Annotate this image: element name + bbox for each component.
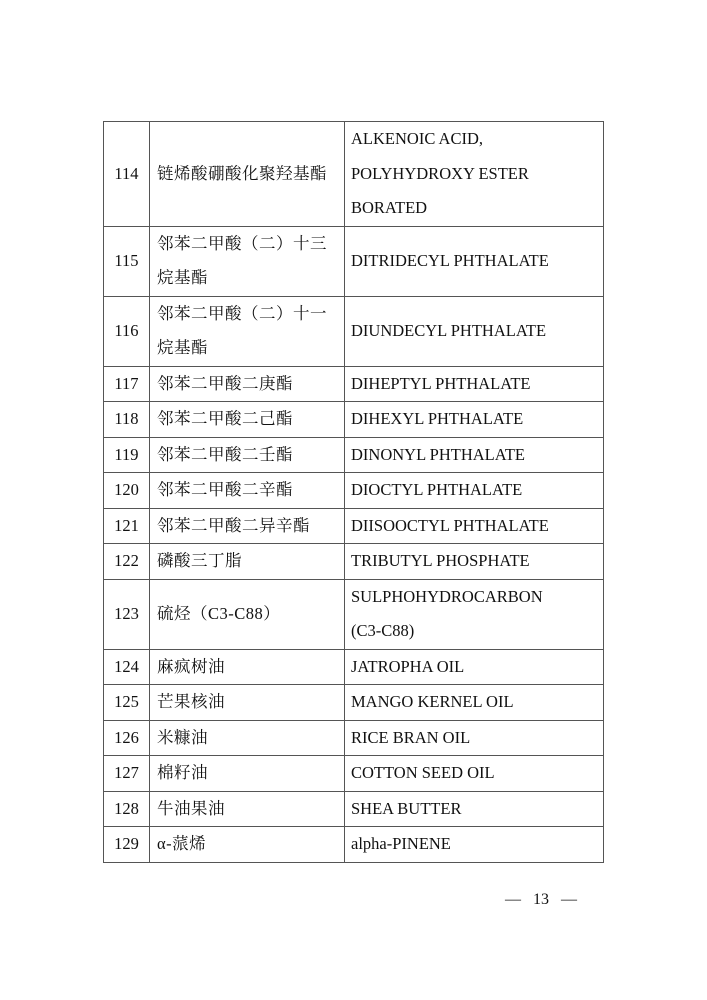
english-name-cell	[345, 544, 604, 580]
row-number: 119	[104, 437, 150, 473]
chinese-name-line: 牛油果油	[157, 798, 225, 818]
english-name-line: DIHEXYL PHTHALATE	[351, 409, 524, 428]
english-name-cell	[345, 366, 604, 402]
english-name-cell	[345, 402, 604, 438]
row-number: 125	[104, 685, 150, 721]
row-number: 121	[104, 508, 150, 544]
chinese-name-line: 烷基酯	[157, 268, 208, 287]
english-name-cell	[345, 649, 604, 685]
chinese-name-cell	[150, 720, 345, 756]
row-number: 129	[104, 827, 150, 863]
footer-dash-right: —	[561, 891, 577, 908]
english-name-cell	[345, 756, 604, 792]
substance-table-body	[104, 122, 604, 863]
chinese-name-cell	[150, 402, 345, 438]
table-row	[104, 649, 604, 685]
chinese-name-line: 芒果核油	[157, 692, 225, 711]
chinese-name-line: 烷基酯	[157, 338, 208, 357]
english-name-line: POLYHYDROXY ESTER	[351, 163, 529, 183]
chinese-name-line: 邻苯二甲酸二庚酯	[157, 373, 293, 393]
table-row	[104, 296, 604, 366]
english-name-line: DITRIDECYL PHTHALATE	[351, 250, 549, 270]
table-row	[104, 508, 604, 544]
chinese-name-cell	[150, 579, 345, 649]
chinese-name-cell	[150, 296, 345, 366]
chinese-name-cell	[150, 827, 345, 863]
substance-table	[103, 121, 604, 863]
table-row	[104, 827, 604, 863]
chinese-name-cell	[150, 649, 345, 685]
chinese-name-cell	[150, 685, 345, 721]
english-name-cell	[345, 296, 604, 366]
chinese-name-cell	[150, 544, 345, 580]
chinese-name-line: 邻苯二甲酸二己酯	[157, 409, 293, 428]
chinese-name-line: 邻苯二甲酸（二）十三	[157, 233, 327, 253]
english-name-cell	[345, 827, 604, 863]
english-name-line: (C3-C88)	[351, 621, 415, 640]
english-name-line: ALKENOIC ACID,	[351, 129, 483, 148]
chinese-name-line: 米糠油	[157, 727, 208, 747]
table-row	[104, 402, 604, 438]
row-number: 117	[104, 366, 150, 402]
row-number: 122	[104, 544, 150, 580]
row-number: 115	[104, 226, 150, 296]
english-name-line: JATROPHA OIL	[351, 656, 465, 676]
english-name-line: DINONYL PHTHALATE	[351, 444, 525, 464]
table-row	[104, 544, 604, 580]
english-name-line: alpha-PINENE	[351, 834, 451, 853]
table-row	[104, 122, 604, 227]
table-row	[104, 366, 604, 402]
table-row	[104, 437, 604, 473]
table-row	[104, 791, 604, 827]
english-name-line: DIUNDECYL PHTHALATE	[351, 320, 547, 340]
table-row	[104, 685, 604, 721]
row-number: 123	[104, 579, 150, 649]
chinese-name-line: 邻苯二甲酸（二）十一	[157, 303, 327, 323]
chinese-name-line: 棉籽油	[157, 763, 208, 782]
english-name-cell	[345, 791, 604, 827]
row-number: 127	[104, 756, 150, 792]
chinese-name-cell	[150, 473, 345, 509]
table-row	[104, 756, 604, 792]
chinese-name-cell	[150, 437, 345, 473]
english-name-line: RICE BRAN OIL	[351, 727, 471, 747]
english-name-cell	[345, 720, 604, 756]
chinese-name-cell	[150, 791, 345, 827]
row-number: 126	[104, 720, 150, 756]
english-name-line: DIHEPTYL PHTHALATE	[351, 373, 531, 393]
chinese-name-line: 邻苯二甲酸二辛酯	[157, 480, 293, 499]
page-number: 13	[533, 891, 549, 908]
english-name-line: DIOCTYL PHTHALATE	[351, 480, 523, 499]
chinese-name-cell	[150, 756, 345, 792]
chinese-name-line: 硫烃（C3-C88）	[157, 603, 281, 623]
row-number: 114	[104, 122, 150, 227]
english-name-cell	[345, 473, 604, 509]
english-name-line: SHEA BUTTER	[351, 798, 462, 818]
row-number: 128	[104, 791, 150, 827]
english-name-line: TRIBUTYL PHOSPHATE	[351, 551, 530, 570]
english-name-cell	[345, 122, 604, 227]
english-name-line: MANGO KERNEL OIL	[351, 692, 514, 711]
chinese-name-line: 邻苯二甲酸二壬酯	[157, 444, 293, 464]
row-number: 116	[104, 296, 150, 366]
chinese-name-cell	[150, 508, 345, 544]
english-name-line: BORATED	[351, 198, 428, 217]
english-name-cell	[345, 508, 604, 544]
chinese-name-line: α-蒎烯	[157, 834, 207, 853]
row-number: 124	[104, 649, 150, 685]
page-footer	[505, 889, 605, 911]
chinese-name-line: 链烯酸硼酸化聚羟基酯	[157, 163, 327, 183]
row-number: 118	[104, 402, 150, 438]
table-row	[104, 579, 604, 649]
chinese-name-cell	[150, 366, 345, 402]
table-row	[104, 226, 604, 296]
row-number: 120	[104, 473, 150, 509]
english-name-cell	[345, 437, 604, 473]
chinese-name-cell	[150, 122, 345, 227]
footer-dash-left: —	[505, 891, 521, 908]
english-name-cell	[345, 226, 604, 296]
english-name-line: DIISOOCTYL PHTHALATE	[351, 515, 549, 535]
chinese-name-line: 邻苯二甲酸二异辛酯	[157, 515, 310, 535]
english-name-line: COTTON SEED OIL	[351, 763, 495, 782]
english-name-cell	[345, 685, 604, 721]
chinese-name-line: 磷酸三丁脂	[157, 551, 242, 570]
table-row	[104, 720, 604, 756]
chinese-name-cell	[150, 226, 345, 296]
chinese-name-line: 麻疯树油	[157, 656, 225, 676]
english-name-cell	[345, 579, 604, 649]
english-name-line: SULPHOHYDROCARBON	[351, 586, 543, 606]
table-row	[104, 473, 604, 509]
